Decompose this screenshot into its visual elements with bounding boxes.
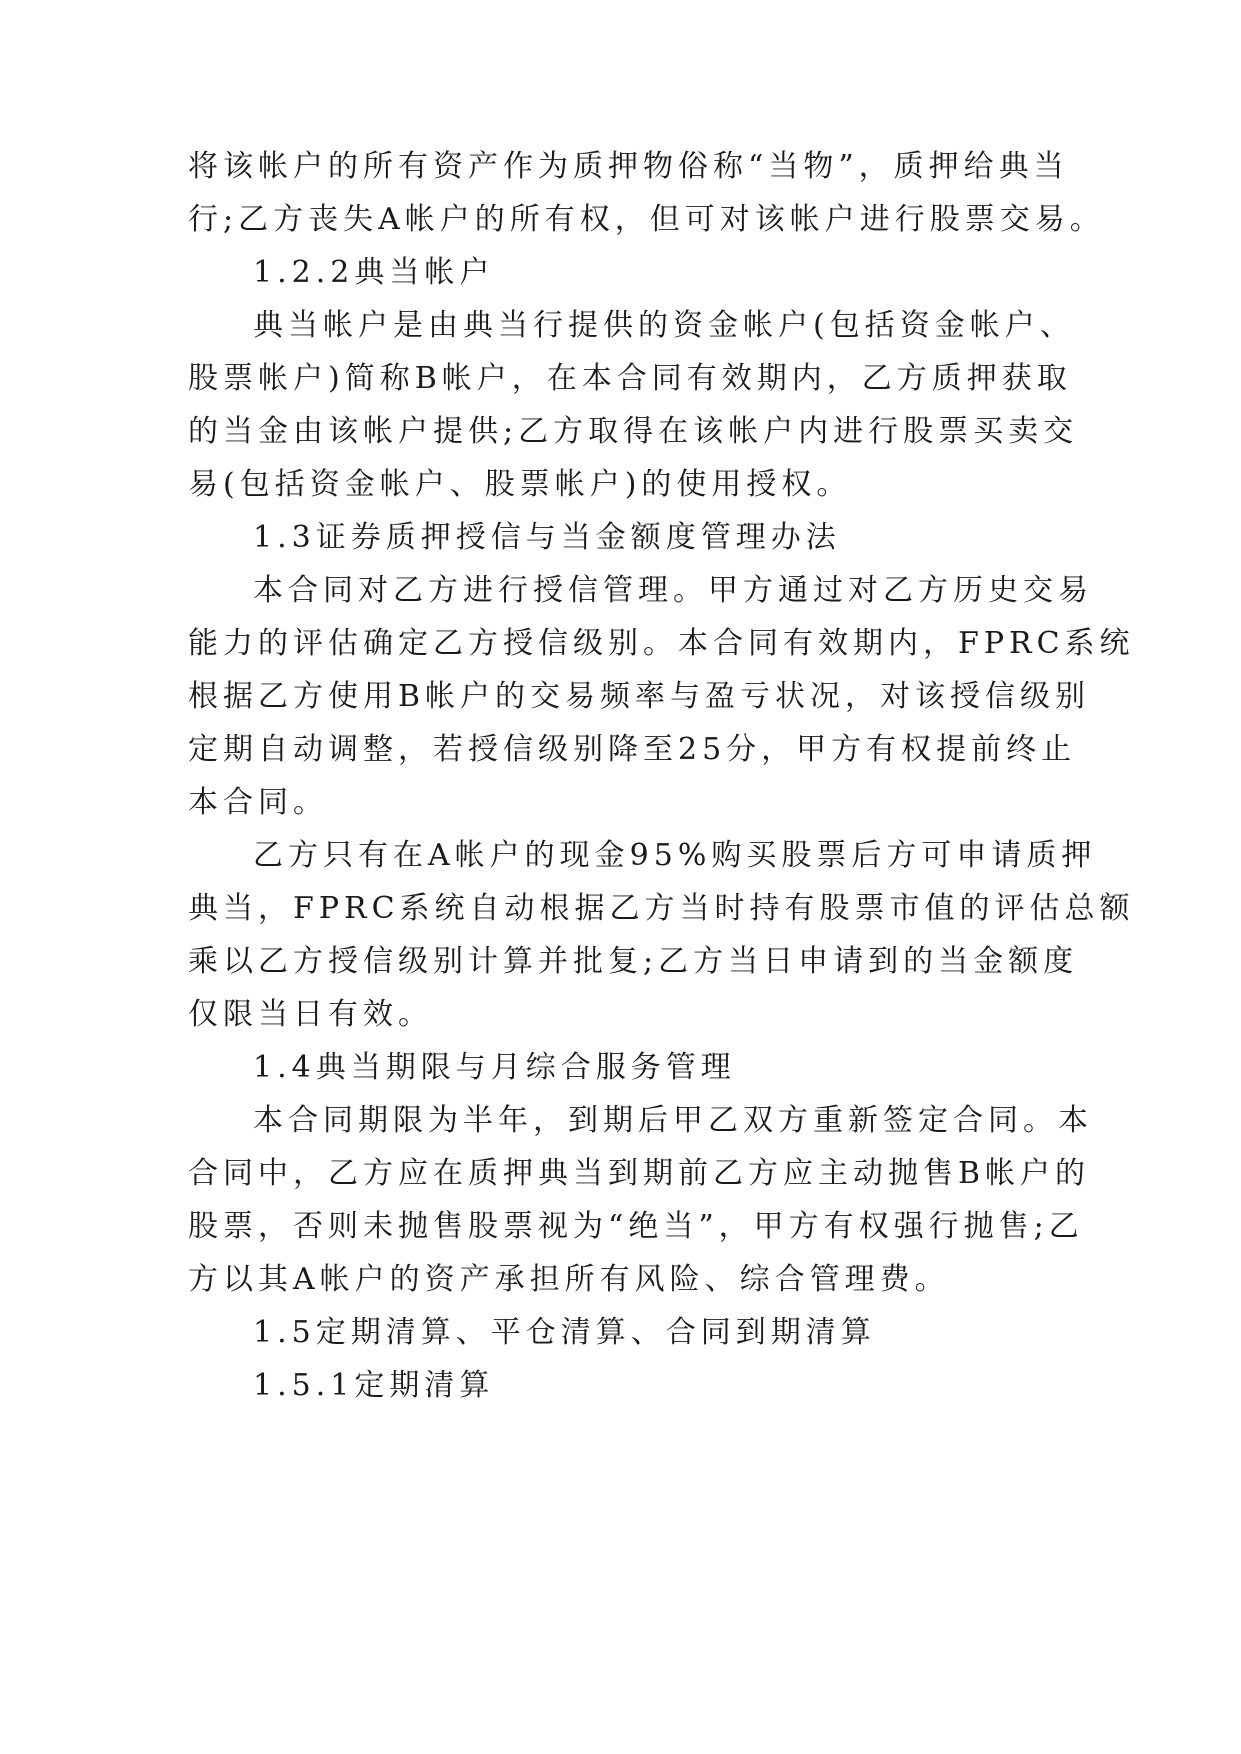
- body-text-line: 的当金由该帐户提供;乙方取得在该帐户内进行股票买卖交: [188, 414, 1079, 449]
- body-text-line: 易(包括资金帐户、股票帐户)的使用授权。: [188, 467, 852, 502]
- body-text-line: 乘以乙方授信级别计算并批复;乙方当日申请到的当金额度: [188, 944, 1079, 979]
- section-heading-1-3: 1.3证券质押授信与当金额度管理办法: [253, 520, 841, 555]
- body-text-line: 本合同。: [188, 785, 328, 820]
- body-text-line: 典当，FPRC系统自动根据乙方当时持有股票市值的评估总额: [188, 891, 1135, 926]
- paragraph-start-line: 典当帐户是由典当行提供的资金帐户(包括资金帐户、: [253, 308, 1075, 343]
- body-text-line: 合同中，乙方应在质押典当到期前乙方应主动抛售B帐户的: [188, 1156, 1091, 1191]
- body-text-line: 仅限当日有效。: [188, 997, 433, 1032]
- paragraph-start-line: 本合同对乙方进行授信管理。甲方通过对乙方历史交易: [253, 573, 1093, 608]
- section-heading-1-5-1: 1.5.1定期清算: [253, 1368, 495, 1403]
- body-text-line: 行;乙方丧失A帐户的所有权，但可对该帐户进行股票交易。: [188, 202, 1105, 237]
- section-heading-1-2-2: 1.2.2典当帐户: [253, 255, 495, 290]
- body-text-line: 股票，否则未抛售股票视为“绝当”，甲方有权强行抛售;乙: [188, 1209, 1084, 1244]
- section-heading-1-5: 1.5定期清算、平仓清算、合同到期清算: [253, 1315, 876, 1350]
- body-text-line: 方以其A帐户的资产承担所有风险、综合管理费。: [188, 1262, 950, 1297]
- body-text-line: 定期自动调整，若授信级别降至25分，甲方有权提前终止: [188, 732, 1077, 767]
- body-text-line: 股票帐户)简称B帐户，在本合同有效期内，乙方质押获取: [188, 361, 1072, 396]
- body-text-line: 将该帐户的所有资产作为质押物俗称“当物”，质押给典当: [188, 149, 1069, 184]
- paragraph-start-line: 本合同期限为半年，到期后甲乙双方重新签定合同。本: [253, 1103, 1093, 1138]
- paragraph-start-line: 乙方只有在A帐户的现金95%购买股票后方可申请质押: [253, 838, 1097, 873]
- body-text-line: 能力的评估确定乙方授信级别。本合同有效期内，FPRC系统: [188, 626, 1135, 661]
- section-heading-1-4: 1.4典当期限与月综合服务管理: [253, 1050, 736, 1085]
- body-text-line: 根据乙方使用B帐户的交易频率与盈亏状况，对该授信级别: [188, 679, 1091, 714]
